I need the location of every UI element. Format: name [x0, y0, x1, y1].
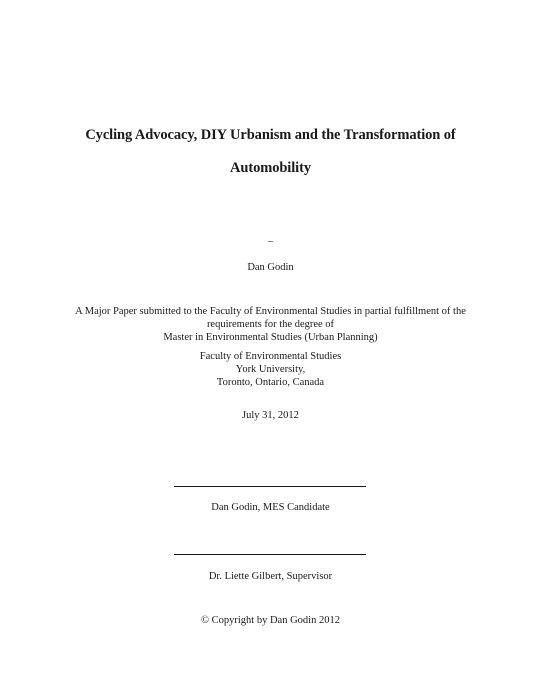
submission-line-2: requirements for the degree of	[206, 319, 335, 330]
candidate-signature-label: Dan Godin, MES Candidate	[211, 502, 330, 513]
author-name: Dan Godin	[247, 262, 294, 273]
copyright-notice: © Copyright by Dan Godin 2012	[201, 615, 340, 626]
supervisor-signature-line	[174, 554, 366, 555]
submission-line-3: Master in Environmental Studies (Urban Planning)	[163, 332, 378, 343]
separator-mark: –	[267, 236, 274, 247]
location: Toronto, Ontario, Canada	[216, 377, 325, 388]
submission-line-1: A Major Paper submitted to the Faculty of Environmental Studies in partial fulfillment of the	[75, 306, 466, 317]
supervisor-signature-label: Dr. Liette Gilbert, Supervisor	[208, 571, 333, 582]
submission-date: July 31, 2012	[242, 410, 299, 421]
title-line-2: Automobility	[230, 160, 311, 176]
faculty-name: Faculty of Environmental Studies	[199, 351, 342, 362]
university-name: York University,	[235, 364, 306, 375]
title-line-1: Cycling Advocacy, DIY Urbanism and the Transformation of	[85, 127, 456, 143]
candidate-signature-line	[174, 486, 366, 487]
